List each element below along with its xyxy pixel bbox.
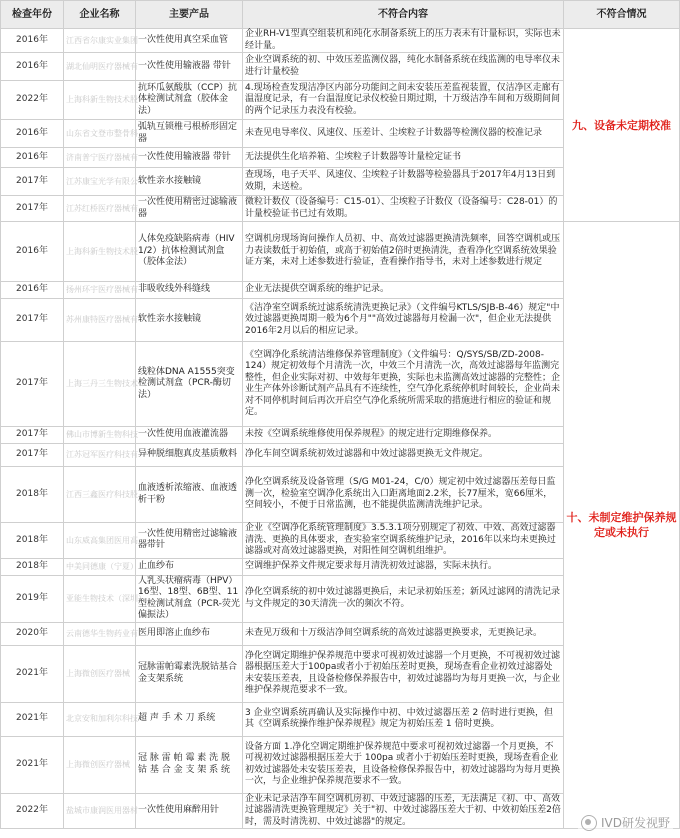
enterprise-cell: 扬州环宇医疗器械有 xyxy=(64,282,136,299)
enterprise-cell: 亚能生物技术（深圳） xyxy=(64,575,136,622)
product-cell: 一次性使用麻醉用针 xyxy=(136,793,243,829)
product-cell: 一次性使用输液器 带针 xyxy=(136,148,243,168)
year-cell: 2018年 xyxy=(1,523,64,559)
year-cell: 2021年 xyxy=(1,736,64,793)
product-cell: 软性亲水接触镜 xyxy=(136,299,243,342)
content-cell: 企业无法提供空调系统的维护记录。 xyxy=(243,282,564,299)
enterprise-cell: 济南普宁医疗器械有 xyxy=(64,148,136,168)
content-cell: 4.现场检查发现洁净区内部分功能间之间未安装压差监视装置，仅洁净区走廊有温湿度记录，有一台温湿度记录仪校验日期过期，十万级洁净车间和万级期间间的两个记录压力表没有校验。 xyxy=(243,81,564,120)
year-cell: 2017年 xyxy=(1,196,64,222)
content-cell: 净化空调定期维护保养规范中要求可视初效过滤器一个月更换，不可视初效过滤器根据压差大于100pa或者小于初始压差时更换，现场查看企业初效过滤器处未安装压差表，且设备检修保养报告中，初效过滤器均为每月更换一次，与企业维护保养规范要求不一致。 xyxy=(243,645,564,702)
enterprise-cell: 上海微创医疗器械 xyxy=(64,645,136,702)
product-cell: 一次性使用精密过滤输液器带针 xyxy=(136,523,243,559)
year-cell: 2016年 xyxy=(1,148,64,168)
enterprise-cell: 江苏红桥医疗器械有 xyxy=(64,196,136,222)
content-cell: 《洁净室空调系统过滤系统清洗更换记录》（文件编号KTLS/SJB-B-46）规定"中效过滤器更换周期一般为6个月""高效过滤器每月检漏一次"，但企业无法提供2016年2月以后的相应记录。 xyxy=(243,299,564,342)
year-cell: 2016年 xyxy=(1,222,64,282)
enterprise-cell: 江苏康宝光学有限公 xyxy=(64,168,136,196)
enterprise-cell: 盐城市康润医用器材 xyxy=(64,793,136,829)
enterprise-cell: 中美同德康（宁夏） xyxy=(64,558,136,575)
content-cell: 微粒计数仪（设备编号：C15-01）、尘埃粒子计数仪（设备编号：C28-01）的计量校验证书已过有效期。 xyxy=(243,196,564,222)
year-cell: 2017年 xyxy=(1,427,64,444)
enterprise-cell: 江西省尔康实业集团 xyxy=(64,29,136,53)
product-cell: 非吸收线外科缝线 xyxy=(136,282,243,299)
watermark-text: IVD研发视野 xyxy=(601,816,670,830)
enterprise-cell: 上海科新生物技术股 xyxy=(64,222,136,282)
content-cell: 未按《空调系统维修使用保养规程》的规定进行定期维修保养。 xyxy=(243,427,564,444)
product-cell: 人乳头状瘤病毒（HPV）16型、18型、6B型、11型检测试剂盒（PCR-荧光偏振法） xyxy=(136,575,243,622)
content-cell: 净化车间空调系统初效过滤器和中效过滤器更换无文件规定。 xyxy=(243,444,564,467)
content-cell: 无法提供生化培养箱、尘埃粒子计数器等计量检定证书 xyxy=(243,148,564,168)
product-cell: 软性亲水接触镜 xyxy=(136,168,243,196)
product-cell: 弧轨互锁椎弓根桥形固定器 xyxy=(136,120,243,148)
year-cell: 2020年 xyxy=(1,622,64,645)
year-cell: 2016年 xyxy=(1,53,64,81)
product-cell: 冠 脉 雷 帕 霉 素 洗 脱 钴 基 合 金 支 架 系 统 xyxy=(136,736,243,793)
product-cell: 一次性使用血液灌流器 xyxy=(136,427,243,444)
product-cell: 一次性使用输液器 带针 xyxy=(136,53,243,81)
enterprise-cell: 苏州康特医疗器械有 xyxy=(64,299,136,342)
category-cell-maintenance: 十、未制定维护保养规定或未执行 xyxy=(564,222,680,829)
content-cell: 设备方面 1.净化空调定期维护保养规范中要求可视初效过滤器一个月更换，不可视初效过滤器根据压差大于 100pa 或者小于初始压差时更换，现场查看企业初效过滤器处未安装压差表，且设备检修保养报告中，初效过滤器均为每月更换一次，与企业维护保养规范要求不一致。 xyxy=(243,736,564,793)
year-cell: 2022年 xyxy=(1,793,64,829)
enterprise-cell: 上海三丹三生物技术 xyxy=(64,342,136,427)
year-cell: 2019年 xyxy=(1,575,64,622)
enterprise-cell: 山东省文登市整骨科 xyxy=(64,120,136,148)
product-cell: 超 声 手 术 刀 系统 xyxy=(136,702,243,736)
product-cell: 一次性使用真空采血管 xyxy=(136,29,243,53)
year-cell: 2016年 xyxy=(1,282,64,299)
year-cell: 2017年 xyxy=(1,299,64,342)
table-body xyxy=(1,29,680,829)
year-cell: 2017年 xyxy=(1,168,64,196)
year-cell: 2018年 xyxy=(1,467,64,523)
product-cell: 线粒体DNA A1555突变检测试剂盒（PCR-酶切法） xyxy=(136,342,243,427)
header-content: 不符合内容 xyxy=(243,1,564,29)
content-cell: 企业空调系统的初、中效压差监测仪器，纯化水制备系统在线监测的电导率仪未进行计量校验 xyxy=(243,53,564,81)
enterprise-cell: 湖北仙明医疗器械有 xyxy=(64,53,136,81)
enterprise-cell: 上海微创医疗器械 xyxy=(64,736,136,793)
header-situation: 不符合情况 xyxy=(564,1,680,29)
product-cell: 冠脉雷帕霉素洗脱钴基合金支架系统 xyxy=(136,645,243,702)
content-cell: 空调维护保养文件规定要求每月清洗初效过滤器，实际未执行。 xyxy=(243,558,564,575)
table-row xyxy=(1,29,680,53)
enterprise-cell: 山东威高集团医用高 xyxy=(64,523,136,559)
product-cell: 抗环瓜氨酸肽（CCP）抗体检测试剂盒（胶体金法） xyxy=(136,81,243,120)
product-cell: 一次性使用精密过滤输液器 xyxy=(136,196,243,222)
content-cell: 企业RH-V1型真空组装机和纯化水制备系统上的压力表未有计量标识，实际也未经计量。 xyxy=(243,29,564,53)
wechat-logo-icon xyxy=(581,815,597,831)
content-cell: 空调机房现场询问操作人员初、中、高效过滤器更换清洗频率，回答空调机或压力表读数低于初始值，或高于初始值2倍时更换清洗，查看净化空调系统效果验证方案，未对上述参数进行验证，查看操作指导书，未对上述参数进行规定 xyxy=(243,222,564,282)
year-cell: 2018年 xyxy=(1,558,64,575)
year-cell: 2017年 xyxy=(1,342,64,427)
product-cell: 人体免疫缺陷病毒（HIV 1/2）抗体检测试剂盒（胶体金法） xyxy=(136,222,243,282)
content-cell: 《空调净化系统清洁维修保养管理制度》（文件编号：Q/SYS/SB/ZD-2008-124）规定初效每个月清洗一次，中效三个月清洗一次，高效过滤器每年监测完整性，但企业实际对初、中效每年更换，实际也未监测高效过滤器的完整性；企业生产体外诊断试剂产品具有不连续性，空气净化系统停机时间较长，企业尚未对不同停机时间后再次开启空气净化系统所需采取的措施进行相应的验证和规定。 xyxy=(243,342,564,427)
header-product: 主要产品 xyxy=(136,1,243,29)
category-cell-calibration: 九、设备未定期校准 xyxy=(564,29,680,222)
enterprise-cell: 上海科新生物技术股 xyxy=(64,81,136,120)
year-cell: 2017年 xyxy=(1,444,64,467)
year-cell: 2021年 xyxy=(1,645,64,702)
table-header-row xyxy=(1,1,680,29)
year-cell: 2016年 xyxy=(1,29,64,53)
enterprise-cell: 江苏冠军医疗科技有 xyxy=(64,444,136,467)
header-enterprise: 企业名称 xyxy=(64,1,136,29)
table-row xyxy=(1,222,680,282)
product-cell: 止血纱布 xyxy=(136,558,243,575)
enterprise-cell: 云南德华生物药业有 xyxy=(64,622,136,645)
enterprise-cell: 北京安和加利尔科技 xyxy=(64,702,136,736)
year-cell: 2021年 xyxy=(1,702,64,736)
content-cell: 未查见万级和十万级洁净间空调系统的高效过滤器更换要求，无更换记录。 xyxy=(243,622,564,645)
product-cell: 血液透析浓缩液、血液透析干粉 xyxy=(136,467,243,523)
content-cell: 3 企业空调系统再确认及实际操作中初、中效过滤器压差 2 倍时进行更换，但其《空调系统操作维护保养规程》规定为初始压差 1 倍时更换。 xyxy=(243,702,564,736)
content-cell: 净化空调系统的初中效过滤器更换后，未记录初始压差；新风过滤网的清洗记录与文件规定的30天清洗一次的频次不符。 xyxy=(243,575,564,622)
enterprise-cell: 佛山市博新生物科技 xyxy=(64,427,136,444)
watermark xyxy=(578,813,673,832)
product-cell: 医用即溶止血纱布 xyxy=(136,622,243,645)
header-year: 检查年份 xyxy=(1,1,64,29)
product-cell: 异种脱细胞真皮基质敷料 xyxy=(136,444,243,467)
content-cell: 查现场，电子天平、风速仪、尘埃粒子计数器等检验器具于2017年4月13日到效期，未送检。 xyxy=(243,168,564,196)
content-cell: 企业未记录洁净车间空调机房初、中效过滤器的压差，无法满足《初、中、高效过滤器清洗更换管理规定》关于"初、中效过滤器压差大于初、中效初始压差2倍时，需及时清洗初、中效过滤器"的规定。 xyxy=(243,793,564,829)
content-cell: 净化空调系统及设备管理（S/G M01-24，C/0）规定初中效过滤器压差每日监测一次，检验室空调净化系统出入口距离地面2.2米，长77厘米，宽66厘米，空间较小，不便于日常监测，也不能提供监测清洗维护记录。 xyxy=(243,467,564,523)
year-cell: 2016年 xyxy=(1,120,64,148)
enterprise-cell: 江西三鑫医疗科技股 xyxy=(64,467,136,523)
year-cell: 2022年 xyxy=(1,81,64,120)
content-cell: 企业《空调净化系统管理制度》3.5.3.1项分别规定了初效、中效、高效过滤器清洗、更换的具体要求，查实验室空调系统维护记录，2016年以来均未更换过滤器或对高效过滤器更换，对阳性间空调机组维护。 xyxy=(243,523,564,559)
content-cell: 未查见电导率仪、风速仪、压差计、尘埃粒子计数器等检测仪器的校准记录 xyxy=(243,120,564,148)
